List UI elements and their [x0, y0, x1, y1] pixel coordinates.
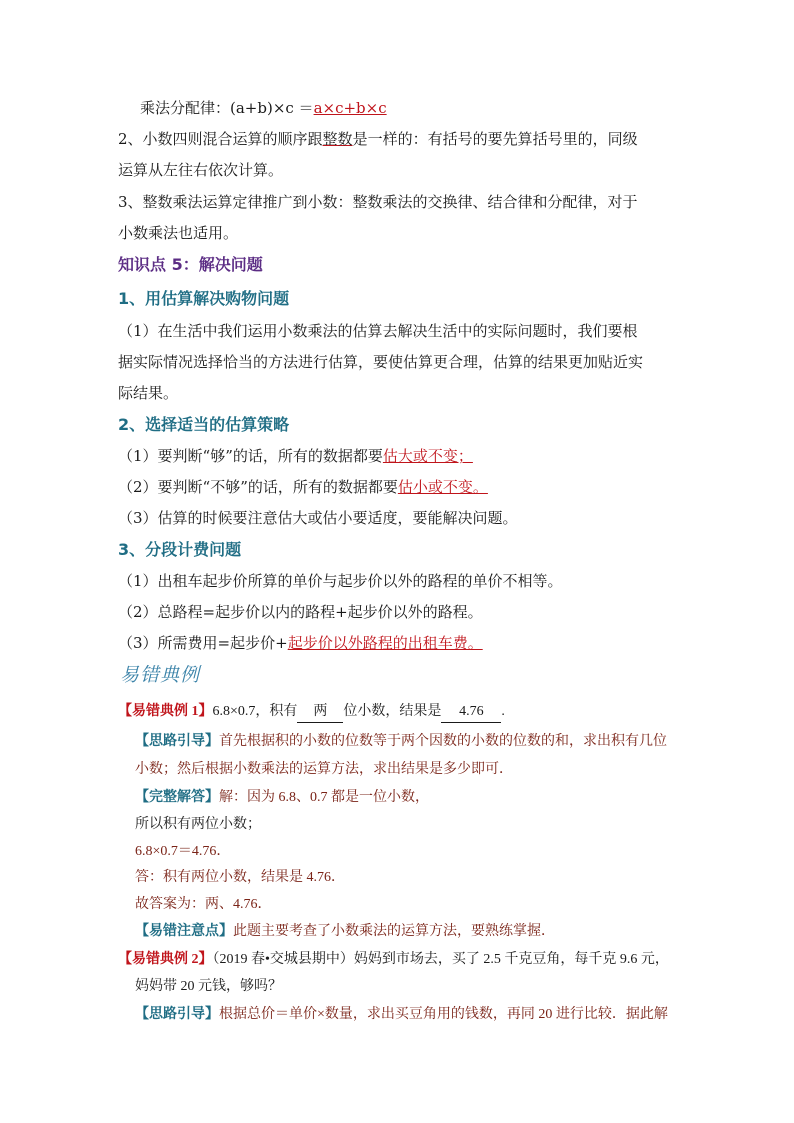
p2-text-c: 是一样的：有括号的要先算括号里的，同级	[352, 130, 638, 148]
s2-item1-text: （1）要判断“够”的话，所有的数据都要	[118, 447, 383, 465]
kp5-title: 知识点 5：解决问题	[118, 255, 263, 274]
kp5-s1-line-b: 据实际情况选择恰当的方法进行估算，要使估算更合理，估算的结果更加贴近实	[118, 353, 644, 371]
s3-item3-answer: 起步价以外路程的出租车费。	[287, 634, 483, 652]
ex1-hint-tag: 【思路引导】	[135, 734, 219, 749]
distributive-law-line	[140, 98, 387, 118]
s3-item3-text: （3）所需费用=起步价+	[118, 634, 288, 652]
s2-item1-answer: 估大或不变；	[382, 447, 473, 465]
example-2-tag: 【易错典例 2】	[118, 952, 213, 967]
ex1-blank-2: 4.76	[441, 702, 501, 723]
ex1-solution-line-3: 6.8×0.7＝4.76．	[135, 844, 231, 859]
ex1-solution-line-2: 所以积有两位小数；	[135, 817, 261, 832]
error-examples-banner: 易错典例	[120, 664, 201, 686]
kp5-s1-line-c: 际结果。	[118, 384, 179, 402]
ex1-hint-line-1	[135, 732, 667, 752]
distributive-label: 乘法分配律：(a+b)×c ＝	[140, 99, 314, 117]
s2-item2-answer: 估小或不变。	[397, 478, 488, 496]
paragraph-2-line-2: 运算从左往右依次计算。	[118, 161, 284, 179]
example-2-question-line-2: 妈妈带 20 元钱，够吗？	[135, 979, 282, 994]
ex1-note-text: 此题主要考查了小数乘法的运算方法，要熟练掌握．	[233, 924, 555, 939]
ex1-solution-line-1	[135, 788, 429, 808]
ex1-blank-1: 两	[297, 702, 343, 723]
example-2-question-line-1	[118, 950, 669, 970]
ex1-hint-line-2: 小数；然后根据小数乘法的运算方法，求出结果是多少即可．	[135, 762, 513, 777]
p2-text-a: 2、小数四则混合运算的顺序跟	[118, 130, 323, 148]
ex1-hint-text-a: 首先根据积的小数的位数等于两个因数的小数的位数的和，求出积有几位	[219, 734, 667, 749]
ex1-solution-line-5: 故答案为：两、4.76．	[135, 897, 272, 912]
s2-item2-text: （2）要判断“不够”的话，所有的数据都要	[118, 478, 398, 496]
kp5-section-3-heading: 3、分段计费问题	[118, 540, 242, 559]
ex1-q-text-c: .	[501, 704, 505, 719]
ex2-hint-tag: 【思路引导】	[135, 1007, 219, 1022]
p2-underlined-word: 整数	[322, 130, 353, 148]
kp5-s2-item-1	[118, 446, 481, 466]
ex2-hint-text: 根据总价＝单价×数量，求出买豆角用的钱数，再同 20 进行比较．据此解	[219, 1007, 668, 1022]
paragraph-3-line-2: 小数乘法也适用。	[118, 224, 239, 242]
kp5-s3-item-3	[118, 633, 487, 653]
kp5-s2-item-2	[118, 477, 514, 497]
kp5-s3-item-1: （1）出租车起步价所算的单价与起步价以外的路程的单价不相等。	[118, 572, 563, 590]
ex1-note-tag: 【易错注意点】	[135, 924, 233, 939]
kp5-s2-item-3: （3）估算的时候要注意估大或估小要适度，要能解决问题。	[118, 509, 518, 527]
example-1-question	[118, 702, 505, 723]
ex1-q-text-a: 6.8×0.7，积有	[212, 704, 298, 719]
ex1-solution-tag: 【完整解答】	[135, 790, 219, 805]
paragraph-3-line-1: 3、整数乘法运算定律推广到小数：整数乘法的交换律、结合律和分配律，对于	[118, 193, 638, 211]
kp5-section-2-heading: 2、选择适当的估算策略	[118, 415, 290, 434]
kp5-section-1-heading: 1、用估算解决购物问题	[118, 289, 290, 308]
paragraph-2-line-1	[118, 129, 638, 149]
ex1-q-text-b: 位小数，结果是	[343, 704, 442, 719]
kp5-s1-line-a: （1）在生活中我们运用小数乘法的估算去解决生活中的实际问题时，我们要根	[118, 322, 638, 340]
example-1-tag: 【易错典例 1】	[118, 704, 213, 719]
distributive-answer: a×c+b×c	[313, 99, 387, 117]
ex1-solution-text-a: 解：因为 6.8、0.7 都是一位小数，	[219, 790, 429, 805]
ex1-note-line	[135, 922, 555, 942]
ex1-solution-line-4: 答：积有两位小数，结果是 4.76．	[135, 870, 345, 885]
ex2-q-text-a: （2019 春•交城县期中）妈妈到市场去，买了 2.5 千克豆角，每千克 9.6 元，	[212, 952, 669, 967]
ex2-hint-line	[135, 1005, 668, 1025]
kp5-s3-item-2: （2）总路程=起步价以内的路程+起步价以外的路程。	[118, 603, 483, 621]
